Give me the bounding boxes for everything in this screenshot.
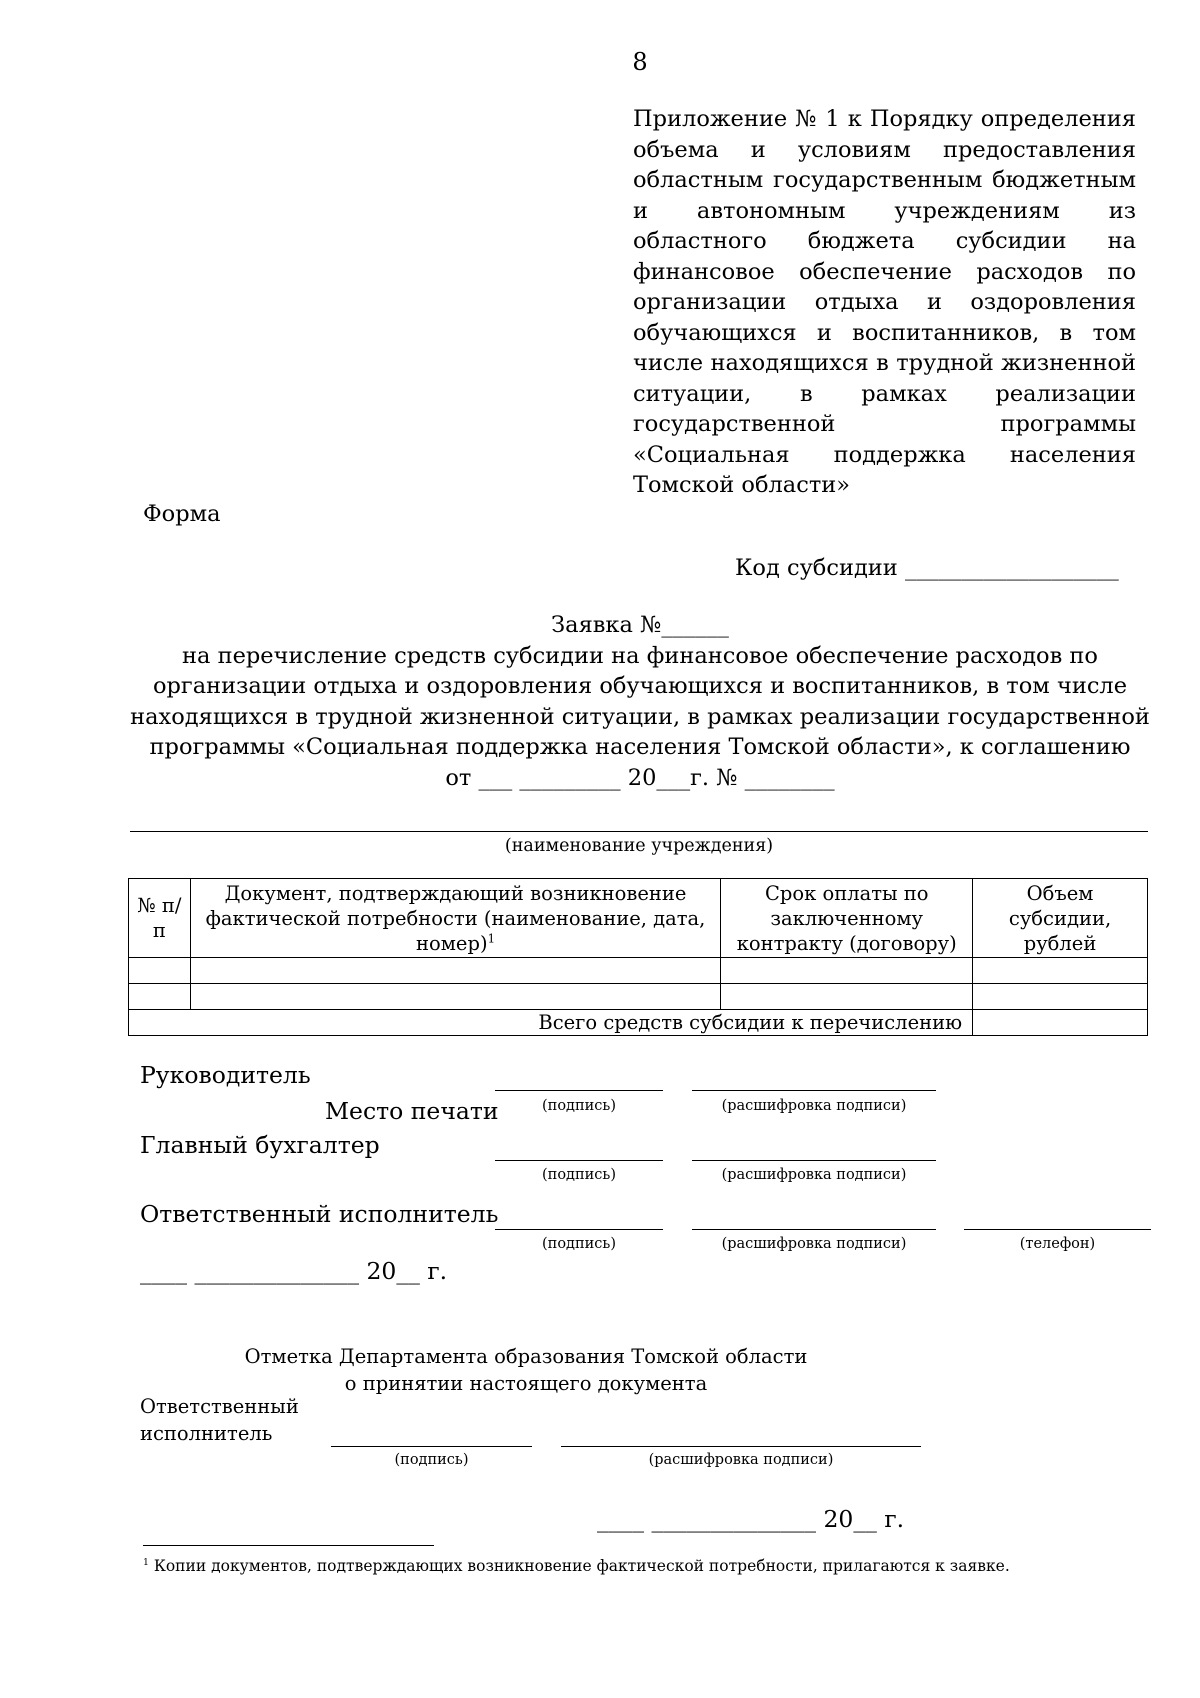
signature-date: ____ ______________ 20__ г.: [140, 1257, 448, 1285]
accountant-decode-line: [692, 1160, 936, 1161]
executor-phone-line: [964, 1229, 1151, 1230]
accountant-decode-caption: (расшифровка подписи): [721, 1167, 907, 1183]
table-total-row: [129, 1010, 1148, 1036]
executor-phone-caption: (телефон): [1019, 1236, 1096, 1252]
table-row: [129, 958, 1148, 984]
table-cell: [129, 984, 191, 1010]
title-line-2: на перечисление средств субсидии на финансовое обеспечение расходов по: [182, 642, 1098, 669]
department-mark-line-1: Отметка Департамента образования Томской области: [244, 1345, 808, 1368]
responsible-executor-label: Ответственный исполнитель: [140, 1200, 499, 1228]
table-header-row: [129, 879, 1148, 958]
head-decode-line: [692, 1090, 936, 1091]
table-cell: [129, 958, 191, 984]
head-label: Руководитель: [140, 1061, 311, 1089]
executor-decode-line: [692, 1229, 936, 1230]
institution-name-line: [130, 831, 1148, 832]
head-signature-line: [495, 1090, 663, 1091]
form-label: Форма: [143, 501, 221, 527]
head-signature-caption: (подпись): [542, 1098, 616, 1114]
title-line-3: организации отдыха и оздоровления обучающихся и воспитанников, в том числе: [152, 673, 1128, 699]
head-decode-caption: (расшифровка подписи): [721, 1098, 907, 1114]
seal-label: Место печати: [325, 1097, 499, 1125]
table-cell: [973, 958, 1148, 984]
table-cell: [190, 958, 721, 984]
total-value-cell: [973, 1010, 1148, 1036]
header-document-footnote: 1: [487, 931, 495, 945]
table-row: [129, 984, 1148, 1010]
department-decode-caption: (расшифровка подписи): [648, 1452, 834, 1468]
executor-decode-caption: (расшифровка подписи): [721, 1236, 907, 1252]
total-label: Всего средств субсидии к перечислению: [129, 1010, 973, 1036]
accountant-signature-line: [495, 1160, 663, 1161]
department-decode-line: [561, 1446, 921, 1447]
executor-signature-caption: (подпись): [542, 1236, 616, 1252]
table-cell: [190, 984, 721, 1010]
table-cell: [721, 958, 973, 984]
department-responsible-line-2: исполнитель: [140, 1421, 273, 1445]
department-mark-line-2: о принятии настоящего документа: [344, 1371, 708, 1395]
header-document: [190, 879, 721, 958]
footnote-separator: [143, 1545, 434, 1546]
executor-signature-line: [495, 1229, 663, 1230]
footnote: [143, 1557, 1010, 1575]
department-signature-line: [331, 1446, 532, 1447]
department-date: ____ ______________ 20__ г.: [597, 1505, 905, 1533]
appendix-reference: Приложение № 1 к Порядку определения объема и условиям предоставления областным государственным бюджетным и автономным учреждениям из областного бюджета субсидии на финансовое обеспечение расходов по организации отдыха и оздоровления обучающихся и воспитанников, в том числе находящихся в трудной жизненной ситуации, в рамках реализации государственной программы «Социальная поддержка населения Томской области»: [633, 106, 1136, 498]
subsidy-code-field: Код субсидии ___________________: [735, 555, 1119, 581]
page-number: 8: [632, 48, 648, 76]
subsidy-request-table: [128, 878, 1148, 1036]
title-line-1: Заявка №______: [551, 612, 729, 638]
chief-accountant-label: Главный бухгалтер: [140, 1131, 380, 1159]
header-number: № п/п: [129, 879, 191, 958]
title-line-5: программы «Социальная поддержка населения Томской области», к соглашению: [149, 734, 1131, 760]
department-mark-title: [130, 1344, 922, 1397]
accountant-signature-caption: (подпись): [542, 1167, 616, 1183]
department-signature-caption: (подпись): [394, 1452, 469, 1468]
footnote-marker: 1: [143, 1556, 149, 1568]
header-payment-term: Срок оплаты по заключенному контракту (договору): [721, 879, 973, 958]
header-document-label: Документ, подтверждающий возникновение фактической потребности (наименование, дата, номер): [205, 881, 706, 955]
table-cell: [973, 984, 1148, 1010]
department-responsible-line-1: Ответственный: [140, 1395, 299, 1418]
institution-caption: (наименование учреждения): [504, 836, 774, 856]
department-responsible-label: [140, 1394, 299, 1447]
title-line-6: от ___ _________ 20___г. № ________: [445, 764, 835, 791]
footnote-text: Копии документов, подтверждающих возникновение фактической потребности, прилагаются к заявке.: [153, 1557, 1010, 1575]
table-cell: [721, 984, 973, 1010]
application-title: [130, 610, 1150, 793]
header-subsidy-volume: Объем субсидии, рублей: [973, 879, 1148, 958]
title-line-4: находящихся в трудной жизненной ситуации, в рамках реализации государственной: [130, 703, 1150, 730]
